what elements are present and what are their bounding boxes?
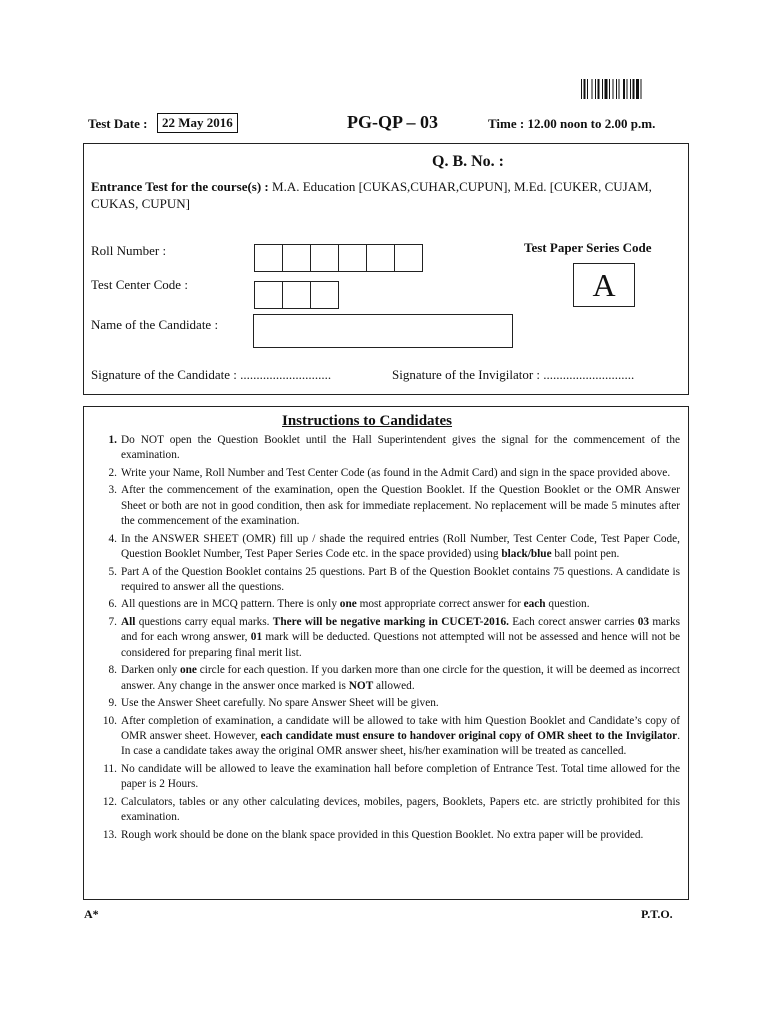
instruction-text: No candidate will be allowed to leave the examination hall before completion of Entrance Test. Total time allowed for the paper is 2 Hours. — [121, 762, 680, 791]
instruction-item — [108, 466, 680, 481]
invigilator-signature-line: Signature of the Invigilator : ............................ — [392, 367, 635, 382]
footer-series-mark: A* — [84, 907, 99, 921]
test-center-code-boxes[interactable] — [254, 281, 339, 309]
instruction-text: Part A of the Question Booklet contains 25 questions. Part B of the Question Booklet contains 75 questions. A candidate is required to answer all the questions. — [121, 565, 680, 593]
instruction-number: 6. — [108, 598, 117, 611]
instruction-number: 12. — [102, 795, 117, 808]
instruction-text: Rough work should be done on the blank space provided in this Question Booklet. No extra paper will be provided. — [121, 828, 644, 841]
series-code-value: A — [573, 263, 635, 307]
instruction-item — [102, 714, 681, 760]
test-date-label: Test Date : — [88, 116, 148, 131]
instruction-item — [102, 795, 680, 826]
instruction-item — [108, 696, 680, 711]
instruction-number: 9. — [108, 697, 117, 710]
instruction-item — [108, 663, 681, 694]
course-line — [91, 178, 675, 212]
instruction-number: 2. — [108, 466, 117, 479]
course-value: M.A. Education [CUKAS,CUHAR,CUPUN], M.Ed. [CUKER, CUJAM, CUKAS, CUPUN] — [91, 179, 652, 211]
qb-no-label: Q. B. No. : — [432, 153, 504, 170]
roll-number-boxes[interactable] — [254, 244, 423, 272]
instruction-text: All questions carry equal marks. There will be negative marking in CUCET-2016. Each corect answer carries 03 marks and for each wrong answer, 01 mark will be deducted. Questions not attempted will not be assessed and hence will not be considered for preparing final merit list. — [121, 616, 681, 659]
instruction-item — [108, 565, 680, 596]
instruction-item — [103, 762, 680, 793]
instruction-number: 7. — [108, 616, 117, 629]
exam-time: Time : 12.00 noon to 2.00 p.m. — [488, 116, 656, 131]
instruction-item — [108, 597, 680, 612]
instruction-text: Write your Name, Roll Number and Test Center Code (as found in the Admit Card) and sign in the space provided above. — [121, 466, 671, 479]
candidate-name-field[interactable] — [253, 314, 513, 348]
instruction-number: 4. — [108, 532, 117, 545]
candidate-signature-line: Signature of the Candidate : ............................ — [91, 367, 332, 382]
instruction-text: Use the Answer Sheet carefully. No spare Answer Sheet will be given. — [121, 697, 439, 710]
instruction-text: In the ANSWER SHEET (OMR) fill up / shade the required entries (Roll Number, Test Center Code, Test Paper Code, Question Booklet Number, Test Paper Series Code etc. in the space provided) using black/blue ball point pen. — [121, 532, 680, 560]
instruction-number: 1. — [108, 434, 117, 446]
instruction-item — [108, 615, 681, 661]
instruction-text: All questions are in MCQ pattern. There is only one most appropriate correct answer for each question. — [121, 598, 590, 611]
instruction-text: After the commencement of the examination, open the Question Booklet. If the Question Booklet or the OMR Answer Sheet or both are not in good condition, then ask for immediate replacement. No replacement will be made 5 minutes after the commencement of the examination. — [121, 484, 680, 528]
instructions-title: Instructions to Candidates — [282, 413, 453, 429]
course-label: Entrance Test for the course(s) : — [91, 179, 269, 194]
instruction-number: 5. — [108, 565, 117, 578]
test-date-value: 22 May 2016 — [157, 113, 238, 133]
series-code-label: Test Paper Series Code — [524, 240, 652, 255]
test-center-code-label: Test Center Code : — [91, 277, 188, 292]
instruction-number: 10. — [102, 714, 117, 727]
instruction-item — [108, 532, 680, 563]
barcode — [581, 79, 671, 99]
instruction-number: 11. — [103, 762, 117, 775]
instruction-text: Calculators, tables or any other calculating devices, mobiles, pagers, Booklets, Papers etc. are strictly prohibited for this examination. — [121, 795, 680, 824]
instructions-list — [102, 433, 681, 845]
instruction-item — [108, 483, 680, 529]
instruction-number: 3. — [108, 484, 117, 497]
footer-pto: P.T.O. — [641, 907, 673, 921]
roll-number-label: Roll Number : — [91, 243, 167, 258]
instruction-number: 13. — [102, 828, 117, 841]
candidate-name-label: Name of the Candidate : — [91, 317, 219, 332]
instruction-number: 8. — [108, 664, 117, 677]
instruction-text: Do NOT open the Question Booklet until the Hall Superintendent gives the signal for the commencement of the examination. — [121, 434, 680, 462]
instruction-item — [102, 828, 680, 843]
instruction-text: Darken only one circle for each question. If you darken more than one circle for the question, it will be deemed as incorrect answer. Any change in the answer once marked is NOT allowed. — [121, 664, 681, 692]
paper-code: PG-QP – 03 — [347, 112, 438, 132]
instruction-text: After completion of examination, a candidate will be allowed to take with him Question Booklet and Candidate’s copy of OMR answer sheet. However, each candidate must ensure to handover original copy of OMR sheet to the Invigilator. In case a candidate takes away the original OMR answer sheet, his/her examination will be treated as cancelled. — [121, 714, 681, 758]
instruction-item — [108, 433, 680, 464]
